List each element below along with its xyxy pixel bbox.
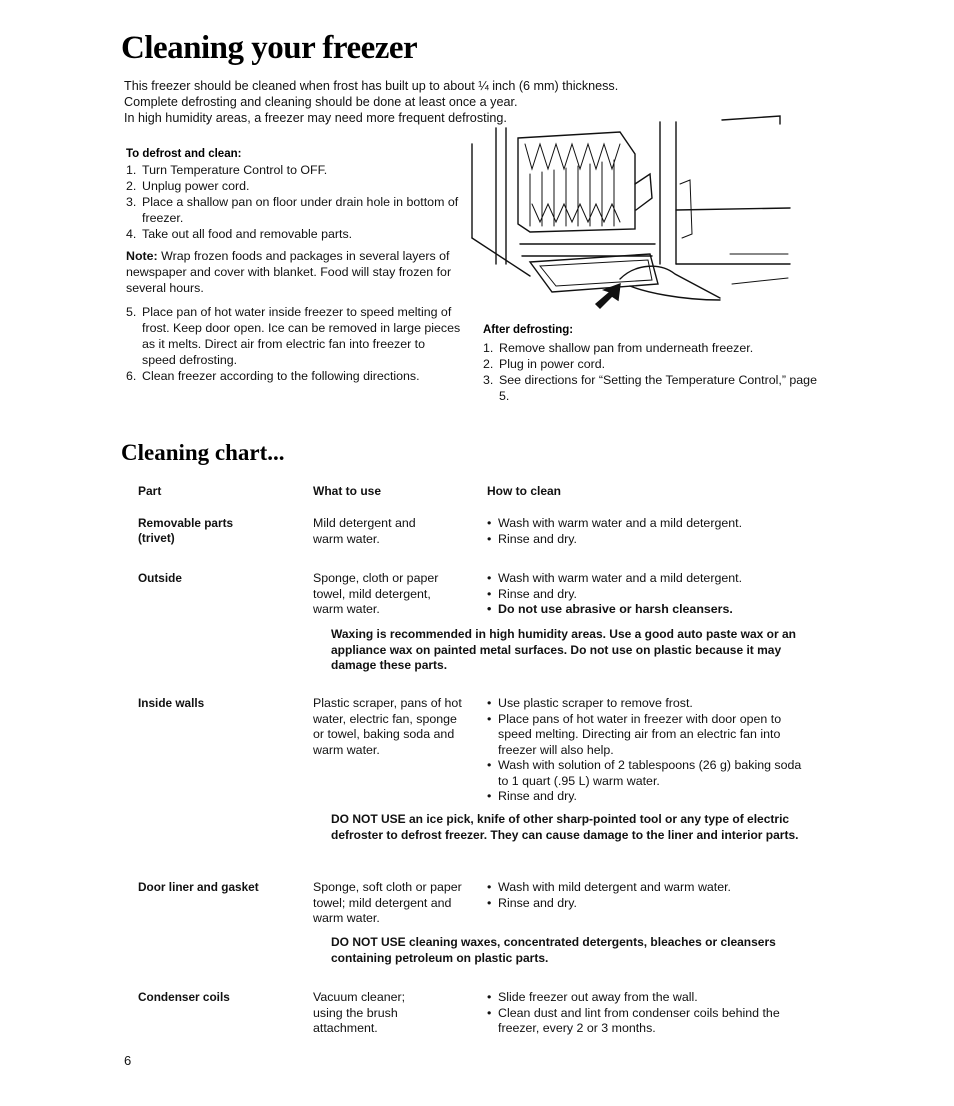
step-text: Turn Temperature Control to OFF. bbox=[142, 163, 328, 177]
column-header-how-to-clean: How to clean bbox=[487, 484, 562, 498]
column-header-what-to-use: What to use bbox=[313, 484, 381, 498]
what-to-use-condenser-coils: Vacuum cleaner; using the brush attachment. bbox=[313, 990, 406, 1035]
step-number: 4. bbox=[126, 227, 137, 241]
step-number: 3. bbox=[483, 373, 494, 387]
step-text: Take out all food and removable parts. bbox=[142, 227, 353, 241]
defrost-steps bbox=[126, 162, 461, 242]
intro-line: In high humidity areas, a freezer may need more frequent defrosting. bbox=[124, 111, 507, 125]
cleaning-step: • Wash with mild detergent and warm water. bbox=[487, 880, 827, 896]
step-number: 1. bbox=[126, 163, 137, 177]
cleaning-step: • Use plastic scraper to remove frost. bbox=[487, 696, 812, 712]
cleaning-step: • Wash with warm water and a mild detergent. bbox=[487, 571, 827, 587]
cleaning-step: • Wash with solution of 2 tablespoons (26 g) baking soda to 1 quart (.95 L) warm water. bbox=[487, 758, 812, 789]
part-condenser-coils: Condenser coils bbox=[138, 990, 230, 1004]
step-text: Plug in power cord. bbox=[499, 357, 606, 371]
step-number: 2. bbox=[483, 357, 494, 371]
column-header-part: Part bbox=[138, 484, 162, 498]
step-text: See directions for “Setting the Temperature Control,” page 5. bbox=[499, 373, 817, 403]
cleaning-chart-title: Cleaning chart... bbox=[121, 440, 285, 465]
step-text: Place pan of hot water inside freezer to speed melting of frost. Keep door open. Ice can be removed in large pieces as it melts. Direct air from electric fan into freezer to speed defrosting. bbox=[142, 305, 461, 367]
what-to-use-outside: Sponge, cloth or paper towel, mild detergent, warm water. bbox=[313, 571, 439, 616]
page-title: Cleaning your freezer bbox=[121, 30, 418, 66]
part-removable-parts: Removable parts (trivet) bbox=[138, 516, 234, 545]
part-door-liner-and-gasket: Door liner and gasket bbox=[138, 880, 259, 894]
what-to-use-door-liner: Sponge, soft cloth or paper towel; mild detergent and warm water. bbox=[313, 880, 462, 925]
cleaning-step: • Slide freezer out away from the wall. bbox=[487, 990, 812, 1006]
defrost-step bbox=[126, 368, 461, 384]
step-number: 6. bbox=[126, 369, 137, 383]
defrost-steps-continued bbox=[126, 304, 461, 384]
step-number: 2. bbox=[126, 179, 137, 193]
cleaning-step: • Rinse and dry. bbox=[487, 532, 827, 548]
defrost-step bbox=[126, 304, 461, 368]
after-step bbox=[483, 372, 818, 404]
cleaning-step: • Rinse and dry. bbox=[487, 896, 827, 912]
after-step bbox=[483, 340, 818, 356]
waxing-recommendation: Waxing is recommended in high humidity areas. Use a good auto paste wax or an appliance wax on painted metal surfaces. Do not use on plastic because it may damage these parts. bbox=[331, 627, 796, 672]
sharp-tool-warning: DO NOT USE an ice pick, knife of other sharp-pointed tool or any type of electric defroster to defrost freezer. They can cause damage to the liner and interior parts. bbox=[331, 812, 799, 842]
how-to-clean-condenser-coils bbox=[487, 990, 812, 1037]
note-text: Wrap frozen foods and packages in several layers of newspaper and cover with blanket. Food will stay frozen for several hours. bbox=[126, 249, 452, 295]
defrost-note bbox=[126, 248, 461, 296]
intro-line: This freezer should be cleaned when frost has built up to about ¼ inch (6 mm) thickness. bbox=[124, 79, 619, 93]
defrost-step bbox=[126, 162, 461, 178]
cleaning-step: • Wash with warm water and a mild detergent. bbox=[487, 516, 827, 532]
after-step bbox=[483, 356, 818, 372]
cleaning-step: • Place pans of hot water in freezer with door open to speed melting. Directing air from an electric fan into freezer will also help. bbox=[487, 712, 812, 759]
defrost-instructions bbox=[126, 146, 461, 384]
step-number: 1. bbox=[483, 341, 494, 355]
part-inside-walls: Inside walls bbox=[138, 696, 205, 710]
after-defrosting-steps bbox=[483, 340, 818, 404]
how-to-clean-removable-parts bbox=[487, 516, 827, 547]
how-to-clean-inside-walls bbox=[487, 696, 812, 805]
intro-line: Complete defrosting and cleaning should be done at least once a year. bbox=[124, 95, 518, 109]
defrost-step bbox=[126, 178, 461, 194]
cleaning-step: • Rinse and dry. bbox=[487, 789, 812, 805]
freezer-defrost-illustration bbox=[470, 114, 796, 322]
step-text: Place a shallow pan on floor under drain hole in bottom of freezer. bbox=[142, 195, 459, 225]
note-label: Note: bbox=[126, 249, 158, 263]
how-to-clean-outside bbox=[487, 571, 827, 618]
cleaning-step: • Clean dust and lint from condenser coils behind the freezer, every 2 or 3 months. bbox=[487, 1006, 812, 1037]
cleaning-step: • Rinse and dry. bbox=[487, 587, 827, 603]
step-number: 3. bbox=[126, 195, 137, 209]
step-text: Remove shallow pan from underneath freezer. bbox=[499, 341, 754, 355]
page-number: 6 bbox=[124, 1053, 132, 1068]
cleaning-wax-warning: DO NOT USE cleaning waxes, concentrated detergents, bleaches or cleansers containing petroleum on plastic parts. bbox=[331, 935, 776, 965]
after-defrosting-instructions bbox=[483, 322, 818, 404]
defrost-step bbox=[126, 194, 461, 226]
part-outside: Outside bbox=[138, 571, 182, 585]
defrost-heading: To defrost and clean: bbox=[126, 148, 242, 160]
how-to-clean-door-liner bbox=[487, 880, 827, 911]
after-defrosting-heading: After defrosting: bbox=[483, 324, 574, 336]
step-text: Clean freezer according to the following directions. bbox=[142, 369, 420, 383]
step-text: Unplug power cord. bbox=[142, 179, 250, 193]
defrost-step bbox=[126, 226, 461, 242]
step-number: 5. bbox=[126, 305, 137, 319]
cleaning-warning-step: • Do not use abrasive or harsh cleansers. bbox=[487, 602, 827, 618]
what-to-use-removable-parts: Mild detergent and warm water. bbox=[313, 516, 416, 546]
what-to-use-inside-walls: Plastic scraper, pans of hot water, electric fan, sponge or towel, baking soda and warm water. bbox=[313, 696, 462, 757]
